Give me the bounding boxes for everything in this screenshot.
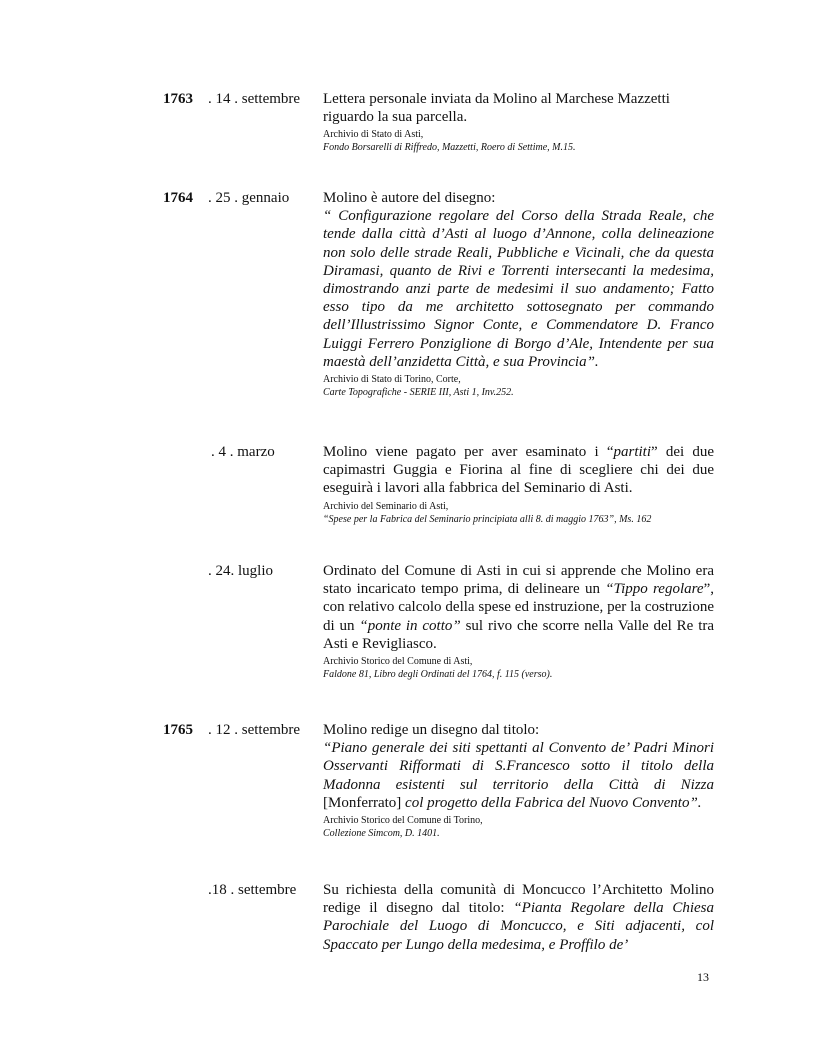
entry-source — [323, 814, 714, 840]
entry-date: . 14 . settembre — [208, 91, 301, 107]
entry-text — [323, 562, 714, 653]
source-reference: “Spese per la Fabrica del Seminario principiata alli 8. di maggio 1763”, Ms. 162 — [323, 513, 652, 525]
text-part: ”, con relativo calcolo della spese ed instruzione, per la costruzione di un — [323, 581, 714, 634]
text-italic: “Piano generale dei siti spettanti al Convento de’ Padri Minori Osservanti Rifformati di S.Francesco sotto il titolo della Madonna esistenti sul territorio della Città di Nizza — [323, 740, 714, 793]
source-archive: Archivio di Stato di Torino, Corte, — [323, 374, 461, 386]
source-archive: Archivio del Seminario di Asti, — [323, 500, 449, 512]
text-italic: “ponte in cotto” — [359, 617, 461, 634]
entry-date: . 4 . marzo — [211, 444, 275, 460]
entry-text: Molino è autore del disegno: — [323, 190, 496, 206]
source-archive: Archivio di Stato di Asti, — [323, 129, 424, 141]
entry-text: Molino redige un disegno dal titolo: — [323, 722, 540, 738]
source-reference: Fondo Borsarelli di Riffredo, Mazzetti, Roero di Settime, M.15. — [323, 142, 576, 154]
entry-date: . 12 . settembre — [208, 722, 301, 738]
source-reference: Collezione Simcom, D. 1401. — [323, 828, 440, 840]
text-part: Molino viene pagato per aver esaminato i “ — [323, 444, 614, 460]
entry-body — [323, 90, 714, 154]
entry-text — [323, 443, 714, 498]
text-italic: partiti — [613, 444, 651, 460]
page-number: 13 — [697, 970, 709, 984]
entry-date: . 25 . gennaio — [208, 190, 290, 206]
entry-text: Lettera personale inviata da Molino al Marchese Mazzetti riguardo la sua parcella. — [323, 91, 670, 126]
drawing-title-quote: “ Configurazione regolare del Corso della Strada Reale, che tende dalla città d’Asti al luogo d’Annone, colla delineazione non solo delle strade Reali, Pubbliche e Vicinali, che da questa Diramasi, quanto de Rivi e Torrenti intersecanti la medesima, dimostrando anzi parte de medesimi il suo andamento; Fatto esso tipo da me architetto sottosegnato per commando dell’Illustrissimo Signor Conte, e Commendatore D. Franco Luiggi Ferrero Ponziglione di Borgo d’Ale, Intendente per sua maestà dell’anzidetta Città, e sua Provincia”. — [323, 208, 714, 370]
entry-source — [323, 373, 714, 399]
text-italic: col progetto della Fabrica del Nuovo Convento”. — [401, 794, 702, 811]
entry-body — [323, 721, 714, 840]
entry-source — [323, 128, 714, 154]
source-archive: Archivio Storico del Comune di Asti, — [323, 656, 473, 668]
source-reference: Faldone 81, Libro degli Ordinati del 1764, f. 115 (verso). — [323, 669, 553, 681]
entry-source — [323, 655, 714, 681]
entry-body — [323, 881, 714, 954]
entry-year: 1765 — [163, 722, 193, 738]
source-reference: Carte Topografiche - SERIE III, Asti 1, Inv.252. — [323, 387, 514, 399]
entry-date: .18 . settembre — [208, 882, 297, 898]
entry-body — [323, 189, 714, 399]
entry-year: 1764 — [163, 190, 193, 206]
text-part: ” dei due capimastri Guggia e Fiorina al fine di scegliere chi dei due eseguirà i lavori alla fabbrica del Seminario di Asti. — [323, 444, 714, 497]
drawing-title-quote — [323, 739, 714, 812]
text-italic: “Tippo regolare — [605, 581, 704, 598]
entry-source — [323, 500, 714, 526]
entry-body — [323, 443, 714, 526]
text-part: sul rivo che scorre nella Valle del Re tra Asti e Revigliasco. — [323, 617, 715, 652]
source-archive: Archivio Storico del Comune di Torino, — [323, 815, 483, 827]
text-part: [Monferrato] — [323, 794, 402, 811]
entry-year: 1763 — [163, 91, 193, 107]
text-part: Ordinato del Comune di Asti in cui si apprende che Molino era stato incaricato tempo prima, di delineare un — [323, 563, 714, 598]
text-italic: “Pianta Regolare della Chiesa Parochiale del Luogo di Moncucco, e Siti adjacenti, col Spaccato per Lungo della medesima, e Proffilo de’ — [323, 900, 714, 953]
entry-body — [323, 562, 714, 681]
entry-date: . 24. luglio — [208, 563, 274, 579]
entry-text — [323, 881, 714, 954]
text-part: Su richiesta della comunità di Moncucco l’Architetto Molino redige il disegno dal titolo: — [323, 882, 714, 917]
